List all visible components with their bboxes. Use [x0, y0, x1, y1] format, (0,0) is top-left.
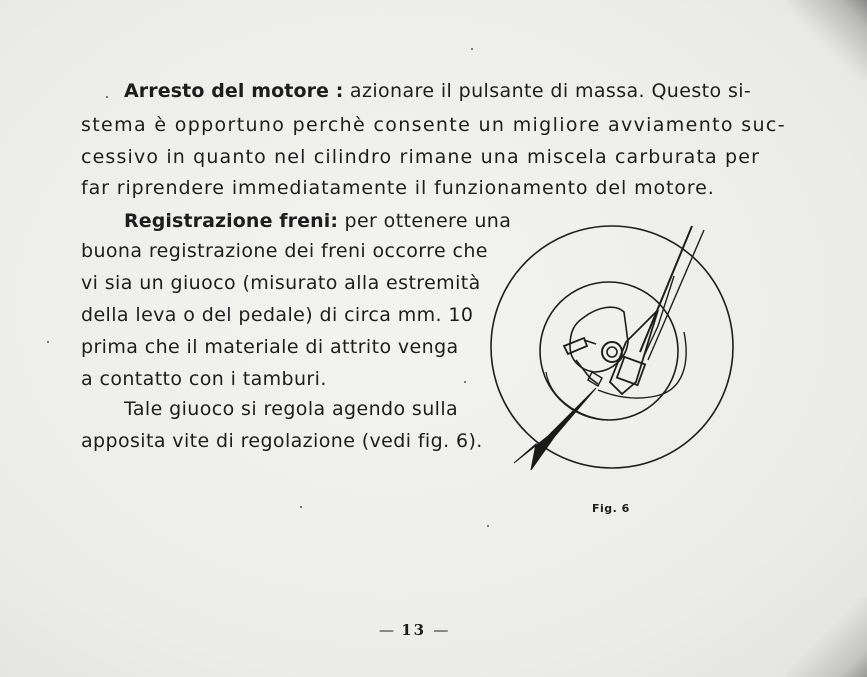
paragraph3-line1: Tale giuoco si regola agendo sulla [124, 398, 459, 420]
page-number-dash-right: — [433, 621, 449, 639]
paragraph2-line1 [124, 210, 511, 232]
hub-nut-center [607, 347, 617, 357]
paragraph1-text: azionare il pulsante di massa. Questo si- [349, 80, 752, 102]
page-number [379, 621, 448, 639]
page-number-dash-left: — [379, 621, 394, 639]
paper-speck [106, 96, 108, 98]
paper-speck [300, 506, 302, 508]
paragraph2-text: per ottenere una [344, 210, 512, 232]
paragraph2-line2: buona registrazione dei freni occorre che [81, 240, 488, 262]
paragraph1-line4: far riprendere immediatamente il funzionamento del motore. [81, 177, 715, 199]
paper-speck [471, 48, 473, 50]
paragraph2-heading: Registrazione freni: [124, 210, 339, 232]
brake-rod-inner [648, 230, 704, 360]
adjuster-block [617, 357, 645, 385]
paragraph1-line1 [124, 80, 751, 102]
paper-speck [487, 525, 489, 527]
page-corner-top [787, 0, 867, 80]
paragraph1-line2: stema è opportuno perchè consente un migliore avviamento suc- [81, 114, 786, 136]
paragraph2-line4: della leva o del pedale) di circa mm. 10 [81, 304, 474, 326]
brake-drum-diagram-icon [488, 222, 748, 484]
paper-speck [47, 341, 49, 343]
paper-speck [464, 381, 466, 383]
pointer-arrow-icon [514, 388, 596, 470]
paragraph2-line3: vi sia un giuoco (misurato alla estremità [81, 272, 481, 294]
paragraph1-heading: Arresto del motore : [124, 80, 344, 102]
paragraph2-line6: a contatto con i tamburi. [81, 368, 327, 390]
figure-caption: Fig. 6 [592, 502, 630, 515]
paragraph3-line2: apposita vite di regolazione (vedi fig. 6). [81, 430, 483, 452]
page-corner-bottom [787, 597, 867, 677]
page-number-value: 13 [401, 621, 427, 639]
paragraph1-line3: cessivo in quanto nel cilindro rimane una miscela carburata per [81, 146, 761, 168]
cam-lever [564, 338, 587, 354]
paragraph2-line5: prima che il materiale di attrito venga [81, 336, 459, 358]
